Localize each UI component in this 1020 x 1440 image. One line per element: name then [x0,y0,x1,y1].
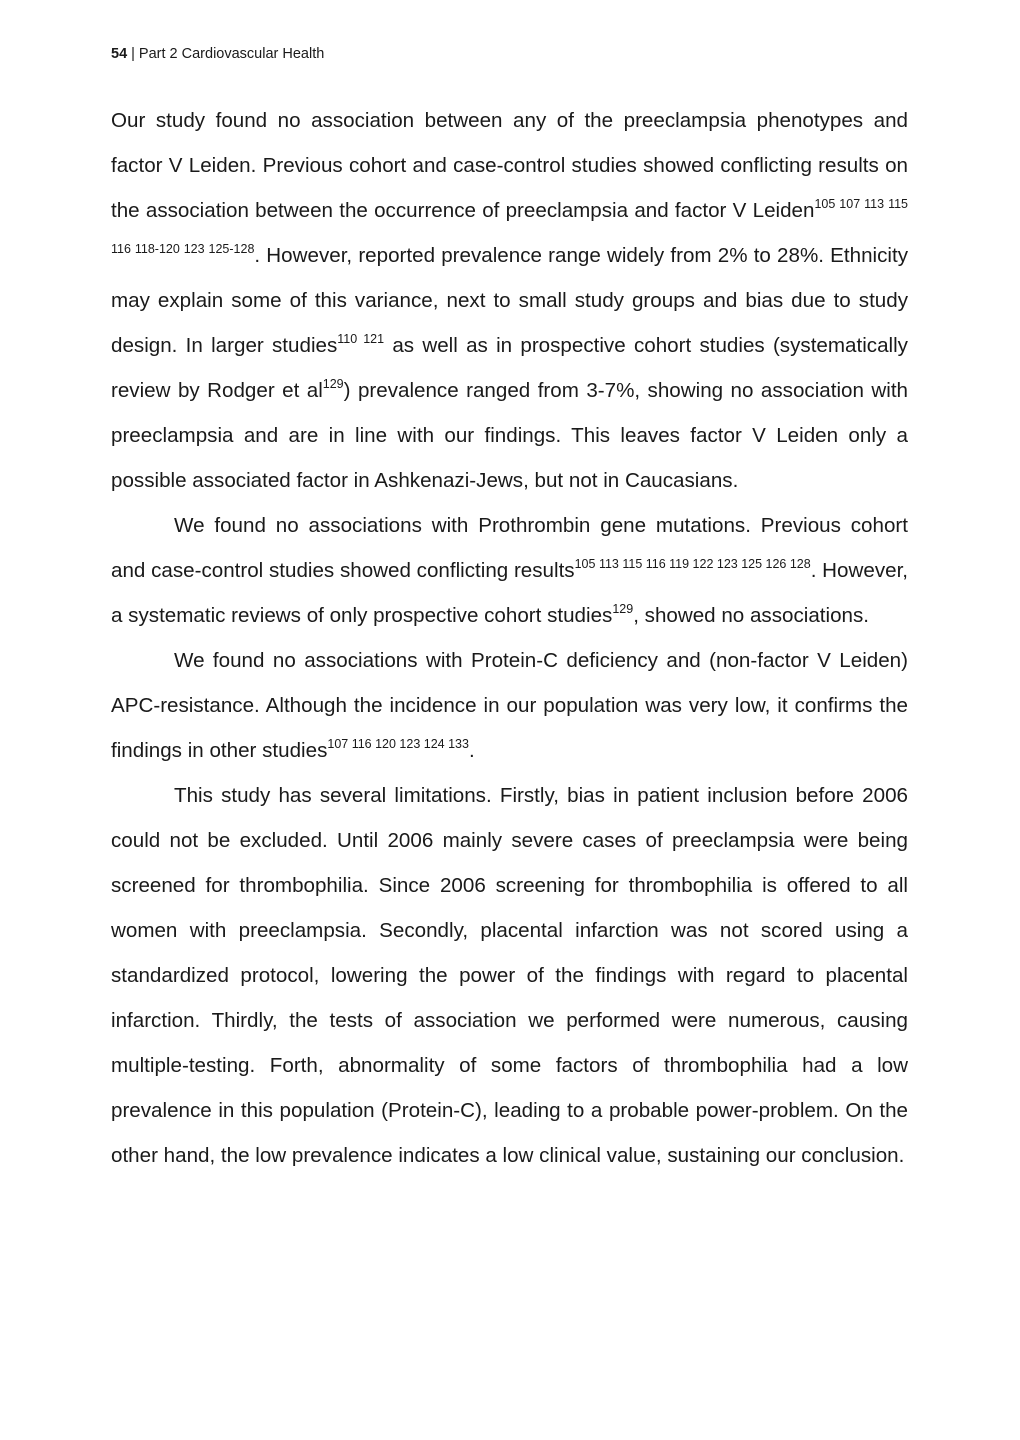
paragraph-text: We found no associations with Prothrombin gene mutations. Previous cohort and case-control studies showed conflicting results [111,514,908,582]
paragraph-text: Our study found no association between any of the preeclampsia phenotypes and factor V Leiden. Previous cohort and case-control studies showed conflicting results on the association between the occurrence of preeclampsia and factor V Leiden [111,109,908,222]
citation-superscript: 129 [612,602,634,616]
paragraph-text: We found no associations with Protein-C deficiency and (non-factor V Leiden) APC-resistance. Although the incidence in our population was very low, it confirms the findings in other studies [111,649,908,762]
paragraph-text: as well as in prospective cohort studies (systematically review by Rodger et al [111,334,908,402]
paragraph-text: ) prevalence ranged from 3-7%, showing no association with preeclampsia and are in line with our findings. This leaves factor V Leiden only a possible associated factor in Ashkenazi-Jews, but not in Caucasians. [111,379,908,492]
running-header [111,44,324,64]
citation-superscript: 110 121 [337,332,385,346]
main-body-text [111,98,908,1178]
paragraph-text: , showed no associations. [633,604,870,627]
paragraph-text: This study has several limitations. Firstly, bias in patient inclusion before 2006 could not be excluded. Until 2006 mainly severe cases of preeclampsia were being screened for thrombophilia. Since 2006 screening for thrombophilia is offered to all women with preeclampsia. Secondly, placental infarction was not scored using a standardized protocol, lowering the power of the findings with regard to placental infarction. Thirdly, the tests of association we performed were numerous, causing multiple-testing. Forth, abnormality of some factors of thrombophilia had a low prevalence in this population (Protein-C), leading to a probable power-problem. On the other hand, the low prevalence indicates a low clinical value, sustaining our conclusion. [111,784,908,1167]
paragraph-text: . [468,739,475,762]
section-title: Part 2 Cardiovascular Health [138,46,325,62]
header-separator: | [131,46,135,62]
citation-superscript: 107 116 120 123 124 133 [327,737,469,751]
citation-superscript: 129 [322,377,344,391]
citation-superscript: 105 113 115 116 119 122 123 125 126 128 [574,557,811,571]
paragraph-protein-c [111,638,908,773]
paragraph-text: . However, reported prevalence range widely from 2% to 28%. Ethnicity may explain some of this variance, next to small study groups and bias due to study design. In larger studies [111,244,908,357]
paragraph-prothrombin [111,503,908,638]
paragraph-limitations [111,773,908,1178]
paragraph-factor-v-leiden [111,98,908,503]
paragraph-text: . However, a systematic reviews of only prospective cohort studies [111,559,909,627]
page-number: 54 [111,46,128,62]
citation-superscript: 105 107 113 115 116 118-120 123 125-128 [111,197,908,256]
